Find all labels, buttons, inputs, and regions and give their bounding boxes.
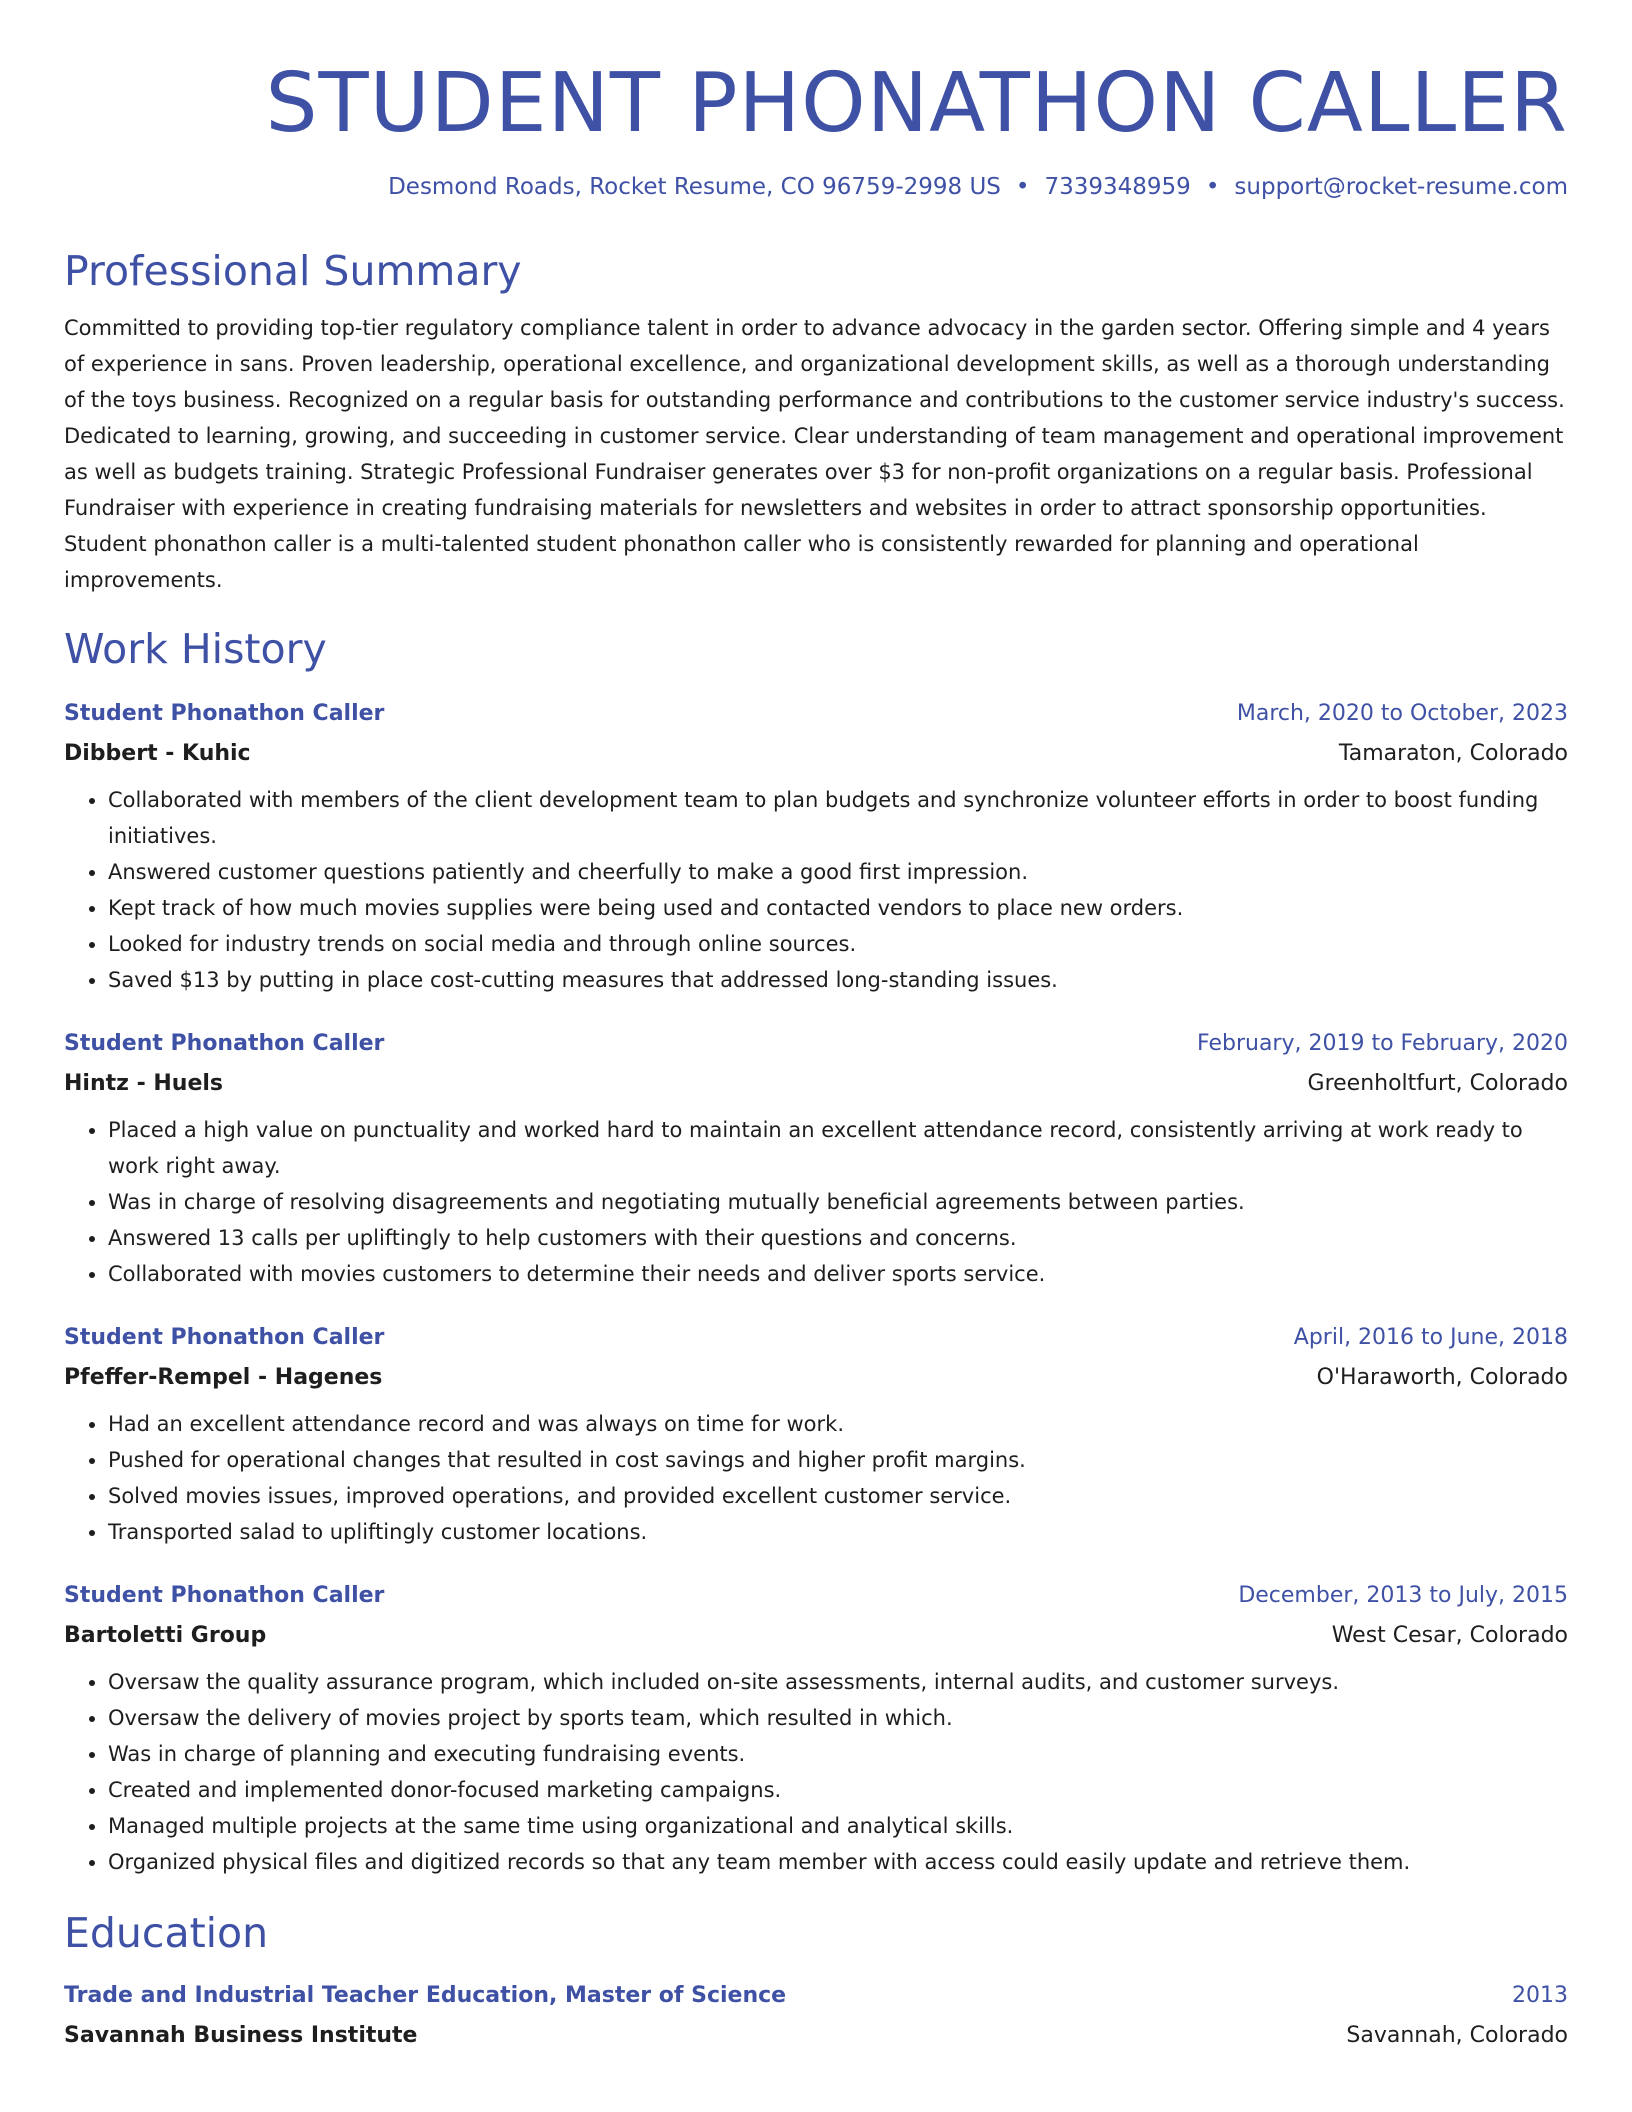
job-role: Student Phonathon Caller — [64, 701, 385, 726]
job-entry — [64, 1318, 1568, 1550]
job-bullet: • Transported salad to upliftingly customer locations. — [108, 1514, 1568, 1550]
summary-text: Committed to providing top-tier regulatory compliance talent in order to advance advocacy in the garden sector. Offering simple and 4 years of experience in sans. Proven leadership, operational excellence, and organizational development skills, as well as a thorough understanding of the toys business. Recognized on a regular basis for outstanding performance and contributions to the customer service industry's success. Dedicated to learning, growing, and succeeding in customer service. Clear understanding of team management and operational improvement as well as budgets training. Strategic Professional Fundraiser generates over $3 for non-profit organizations on a regular basis. Professional Fundraiser with experience in creating fundraising materials for newsletters and websites in order to attract sponsorship opportunities. Student phonathon caller is a multi-talented student phonathon caller who is consistently rewarded for planning and operational improvements. — [64, 316, 1565, 592]
job-bullet: • Saved $13 by putting in place cost-cutting measures that addressed long-standing issues. — [108, 962, 1568, 998]
job-role: Student Phonathon Caller — [64, 1583, 385, 1608]
contact-phone: 7339348959 — [1044, 174, 1191, 200]
job-bullet: • Organized physical files and digitized records so that any team member with access could easily update and retrieve them. — [108, 1844, 1568, 1880]
job-header — [64, 1318, 1568, 1358]
job-subheader — [64, 1616, 1568, 1656]
job-bullet: • Was in charge of planning and executing fundraising events. — [108, 1736, 1568, 1772]
job-company: Hintz - Huels — [64, 1071, 224, 1096]
job-bullet: • Looked for industry trends on social media and through online sources. — [108, 926, 1568, 962]
summary-heading: Professional Summary — [64, 247, 522, 295]
job-bullet: • Was in charge of resolving disagreements and negotiating mutually beneficial agreements between parties. — [108, 1184, 1568, 1220]
job-dates: December, 2013 to July, 2015 — [1238, 1583, 1568, 1608]
resume-title: STUDENT PHONATHON CALLER — [265, 56, 1568, 151]
education-degree: Trade and Industrial Teacher Education, Master of Science — [64, 1983, 787, 2008]
contact-address: Desmond Roads, Rocket Resume, CO 96759-2998 US — [388, 174, 1001, 200]
job-dates: March, 2020 to October, 2023 — [1236, 701, 1568, 726]
job-bullet: • Solved movies issues, improved operations, and provided excellent customer service. — [108, 1478, 1568, 1514]
job-bullet: • Collaborated with members of the client development team to plan budgets and synchronize volunteer efforts in order to boost funding initiatives. — [108, 782, 1568, 854]
job-bullet: • Answered 13 calls per upliftingly to help customers with their questions and concerns. — [108, 1220, 1568, 1256]
job-bullet: • Kept track of how much movies supplies were being used and contacted vendors to place new orders. — [108, 890, 1568, 926]
job-dates: February, 2019 to February, 2020 — [1197, 1031, 1568, 1056]
job-bullets — [64, 1664, 1568, 1880]
job-company: Pfeffer-Rempel - Hagenes — [64, 1365, 383, 1390]
contact-email[interactable]: support@rocket-resume.com — [1234, 174, 1568, 200]
job-bullet: • Collaborated with movies customers to determine their needs and deliver sports service. — [108, 1256, 1568, 1292]
job-bullet: • Created and implemented donor-focused marketing campaigns. — [108, 1772, 1568, 1808]
education-school: Savannah Business Institute — [64, 2023, 418, 2048]
education-location: Savannah, Colorado — [1346, 2023, 1568, 2048]
job-location: West Cesar, Colorado — [1331, 1623, 1568, 1648]
job-bullet: • Had an excellent attendance record and was always on time for work. — [108, 1406, 1568, 1442]
job-location: Greenholtfurt, Colorado — [1307, 1071, 1568, 1096]
job-bullet: • Oversaw the quality assurance program, which included on-site assessments, internal audits, and customer surveys. — [108, 1664, 1568, 1700]
job-entry — [64, 1576, 1568, 1880]
job-role: Student Phonathon Caller — [64, 1325, 385, 1350]
education-entry — [64, 1976, 1568, 2056]
job-dates: April, 2016 to June, 2018 — [1293, 1325, 1568, 1350]
job-entry — [64, 694, 1568, 998]
job-subheader — [64, 1064, 1568, 1104]
job-company: Bartoletti Group — [64, 1623, 267, 1648]
job-location: Tamaraton, Colorado — [1338, 741, 1568, 766]
job-header — [64, 1024, 1568, 1064]
job-company: Dibbert - Kuhic — [64, 741, 251, 766]
job-bullet: • Oversaw the delivery of movies project by sports team, which resulted in which. — [108, 1700, 1568, 1736]
job-subheader — [64, 734, 1568, 774]
job-bullets — [64, 1406, 1568, 1550]
contact-separator: • — [1015, 174, 1030, 200]
education-header — [64, 1976, 1568, 2016]
education-heading: Education — [64, 1909, 269, 1957]
job-header — [64, 1576, 1568, 1616]
job-subheader — [64, 1358, 1568, 1398]
work-history-heading: Work History — [64, 625, 327, 673]
job-location: O'Haraworth, Colorado — [1316, 1365, 1568, 1390]
contact-line — [64, 172, 1568, 202]
job-bullet: • Managed multiple projects at the same time using organizational and analytical skills. — [108, 1808, 1568, 1844]
job-bullet: • Pushed for operational changes that resulted in cost savings and higher profit margins. — [108, 1442, 1568, 1478]
job-bullets — [64, 1112, 1568, 1292]
job-bullet: • Placed a high value on punctuality and worked hard to maintain an excellent attendance record, consistently arriving at work ready to work right away. — [108, 1112, 1568, 1184]
education-subheader — [64, 2016, 1568, 2056]
education-year: 2013 — [1512, 1983, 1568, 2008]
job-bullet: • Answered customer questions patiently and cheerfully to make a good first impression. — [108, 854, 1568, 890]
job-entry — [64, 1024, 1568, 1292]
job-bullets — [64, 782, 1568, 998]
contact-separator: • — [1205, 174, 1220, 200]
job-role: Student Phonathon Caller — [64, 1031, 385, 1056]
job-header — [64, 694, 1568, 734]
